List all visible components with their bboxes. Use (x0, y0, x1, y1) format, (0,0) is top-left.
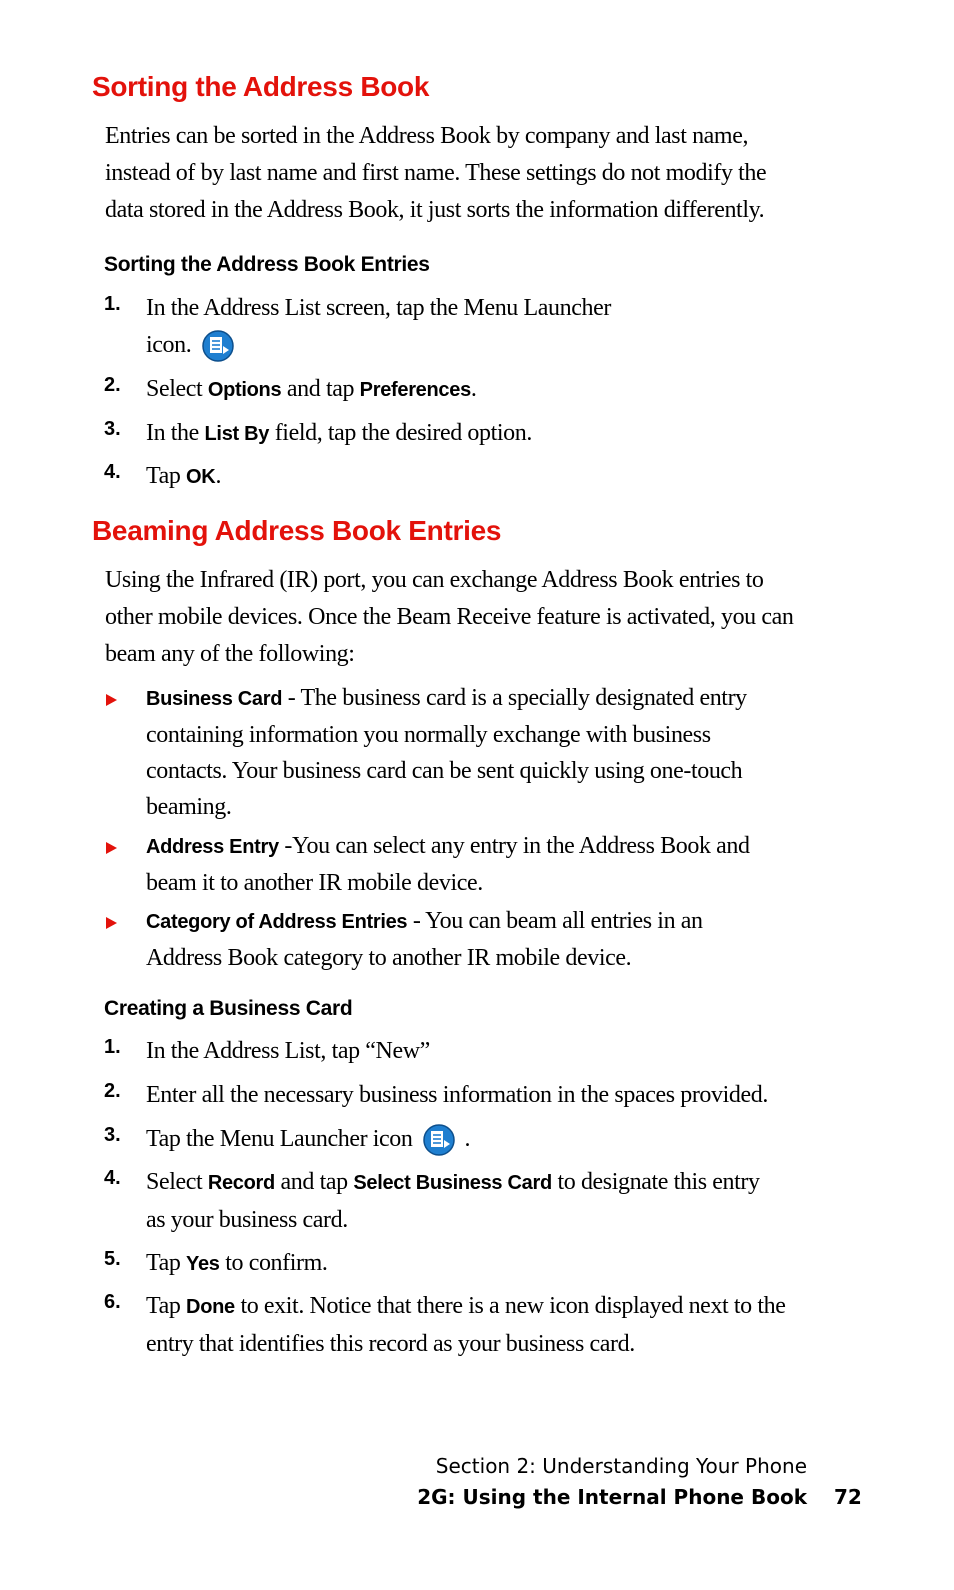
sorting-intro: Entries can be sorted in the Address Book by company and last name, instead of by last name and first name. These settings do not modify the data stored in the Address Book, it just sorts the information differently. (105, 123, 767, 223)
menu-launcher-icon (201, 329, 235, 363)
bullet-arrow-icon (106, 694, 117, 706)
section-title-beaming: Beaming Address Book Entries (92, 515, 502, 546)
footer-chapter-label: 2G: Using the Internal Phone Book (417, 1485, 807, 1509)
page-number: 72 (834, 1485, 862, 1509)
bullet-arrow-icon (106, 917, 117, 929)
subtitle-sorting-entries: Sorting the Address Book Entries (104, 253, 430, 276)
section-title-sorting: Sorting the Address Book (92, 71, 430, 102)
subtitle-business-card: Creating a Business Card (104, 997, 353, 1020)
menu-launcher-icon (422, 1123, 456, 1157)
bullet-arrow-icon (106, 842, 117, 854)
beaming-intro: Using the Infrared (IR) port, you can exchange Address Book entries to other mobile devices. Once the Beam Receive feature is activated, you can beam any of the following: (105, 567, 794, 667)
footer-section-label: Section 2: Understanding Your Phone (435, 1454, 807, 1478)
